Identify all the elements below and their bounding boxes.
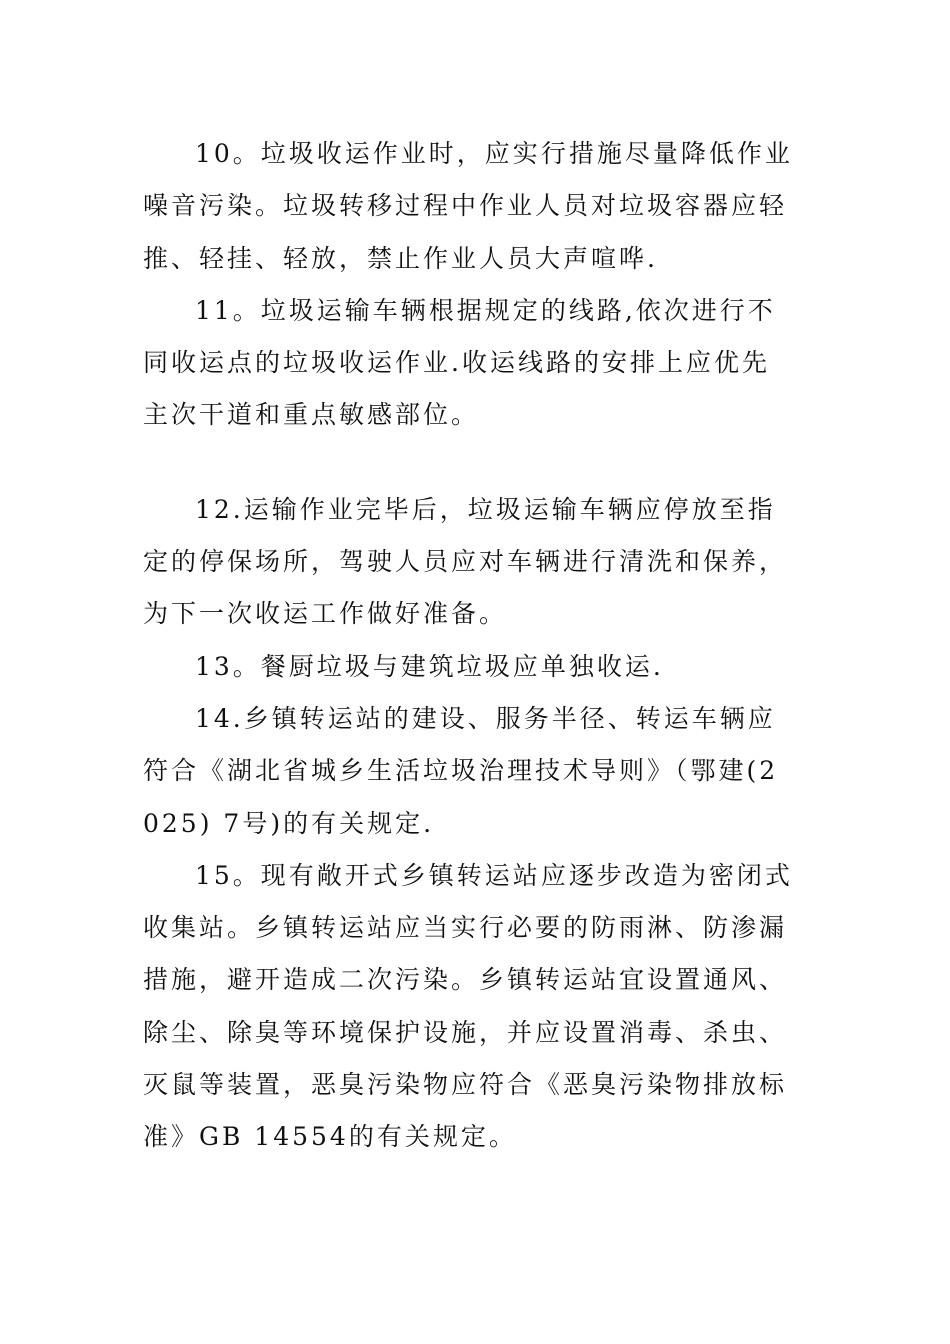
- paragraph-14: 14.乡镇转运站的建设、服务半径、转运车辆应符合《湖北省城乡生活垃圾治理技术导则》（鄂建(2025) 7号)的有关规定.: [143, 703, 779, 838]
- paragraph-gap: [143, 442, 795, 484]
- paragraph-11: 11。垃圾运输车辆根据规定的线路,依次进行不同收运点的垃圾收运作业.收运线路的安排上应优先主次干道和重点敏感部位。: [143, 295, 776, 430]
- paragraph-15: 15。现有敞开式乡镇转运站应逐步改造为密闭式收集站。乡镇转运站应当实行必要的防雨淋、防渗漏措施，避开造成二次污染。乡镇转运站宜设置通风、除尘、除臭等环境保护设施，并应设置消毒、杀虫、灭鼠等装置，恶臭污染物应符合《恶臭污染物排放标准》GB 14554的有关规定。: [143, 860, 793, 1152]
- document-body: [143, 128, 795, 1164]
- paragraph-10: 10。垃圾收运作业时，应实行措施尽量降低作业噪音污染。垃圾转移过程中作业人员对垃圾容器应轻推、轻挂、轻放，禁止作业人员大声喧哗.: [143, 139, 793, 273]
- paragraph-12: 12.运输作业完毕后，垃圾运输车辆应停放至指定的停保场所，驾驶人员应对车辆进行清洗和保养，为下一次收运工作做好准备。: [143, 494, 788, 629]
- paragraph-13: 13。餐厨垃圾与建筑垃圾应单独收运.: [195, 651, 664, 681]
